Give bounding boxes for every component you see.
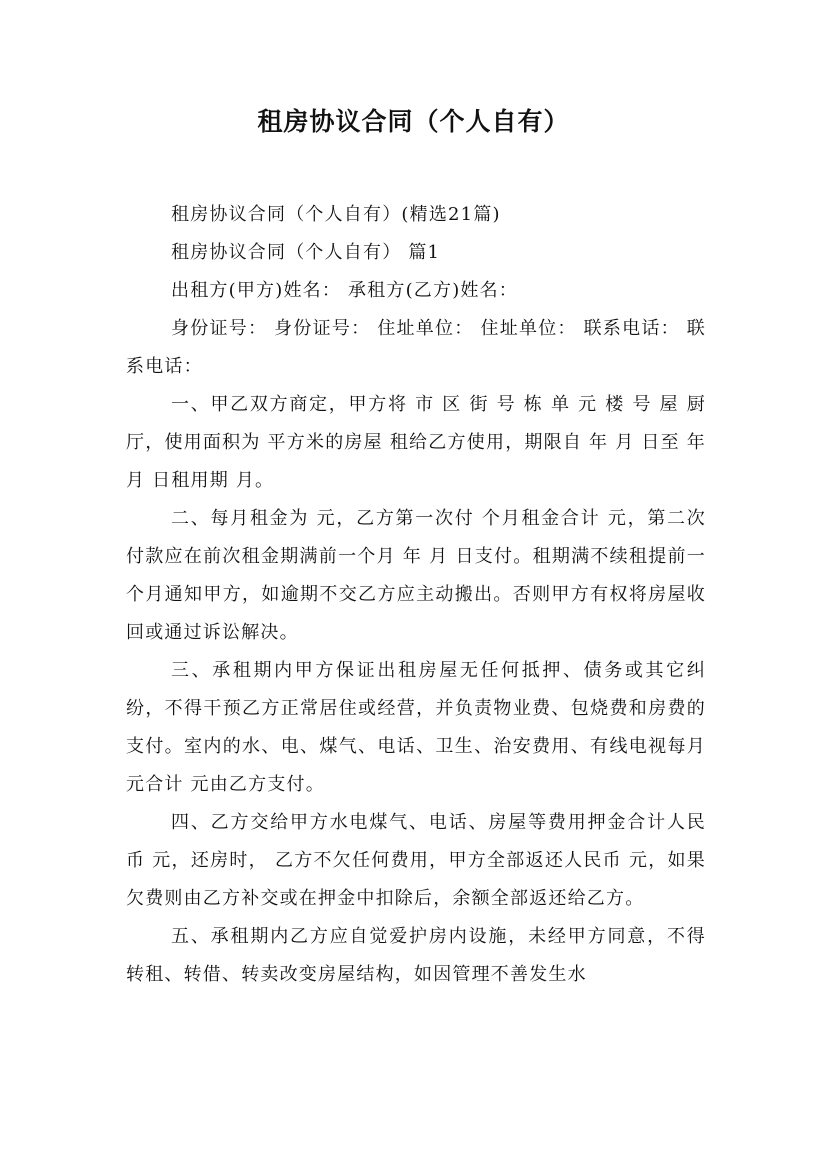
paragraph-section-heading: 租房协议合同（个人自有） 篇1 xyxy=(171,242,441,263)
document-title: 租房协议合同（个人自有） xyxy=(257,107,570,136)
clause-1: 一、甲乙双方商定，甲方将 市 区 街 号 栋 单 元 楼 号 屋 厨 厅，使用面积为 平方米的房屋 租给乙方使用，期限自 年 月 日至 年 月 日租用期 月。 xyxy=(126,394,706,491)
paragraph-parties-names: 出租方(甲方)姓名： 承租方(乙方)姓名： xyxy=(171,280,519,301)
clause-2: 二、每月租金为 元，乙方第一次付 个月租金合计 元，第二次付款应在前次租金期满前一个月 年 月 日支付。租期满不续租提前一个月通知甲方，如逾期不交乙方应主动搬出。否则甲方有权将房屋收 回或通过诉讼解决。 xyxy=(126,508,706,643)
paragraph-parties-contact: 身份证号： 身份证号： 住址单位： 住址单位： 联系电话： 联系电话： xyxy=(126,318,706,377)
paragraph-subtitle: 租房协议合同（个人自有）(精选21篇) xyxy=(171,204,501,225)
clause-3: 三、承租期内甲方保证出租房屋无任何抵押、债务或其它纠纷，不得干预乙方正常居住或经营，并负责物业费、包烧费和房费的支付。室内的水、电、煤气、电话、卫生、治安费用、有线电视每月 元合计 元由乙方支付。 xyxy=(126,660,706,795)
clause-5: 五、承租期内乙方应自觉爱护房内设施，未经甲方同意，不得转租、转借、转卖改变房屋结构，如因管理不善发生水 xyxy=(126,926,706,985)
clause-4: 四、乙方交给甲方水电煤气、电话、房屋等费用押金合计人民币 元，还房时， 乙方不欠任何费用，甲方全部返还人民币 元，如果欠费则由乙方补交或在押金中扣除后，余额全部返还给乙方。 xyxy=(126,812,706,909)
document-body xyxy=(126,196,706,994)
